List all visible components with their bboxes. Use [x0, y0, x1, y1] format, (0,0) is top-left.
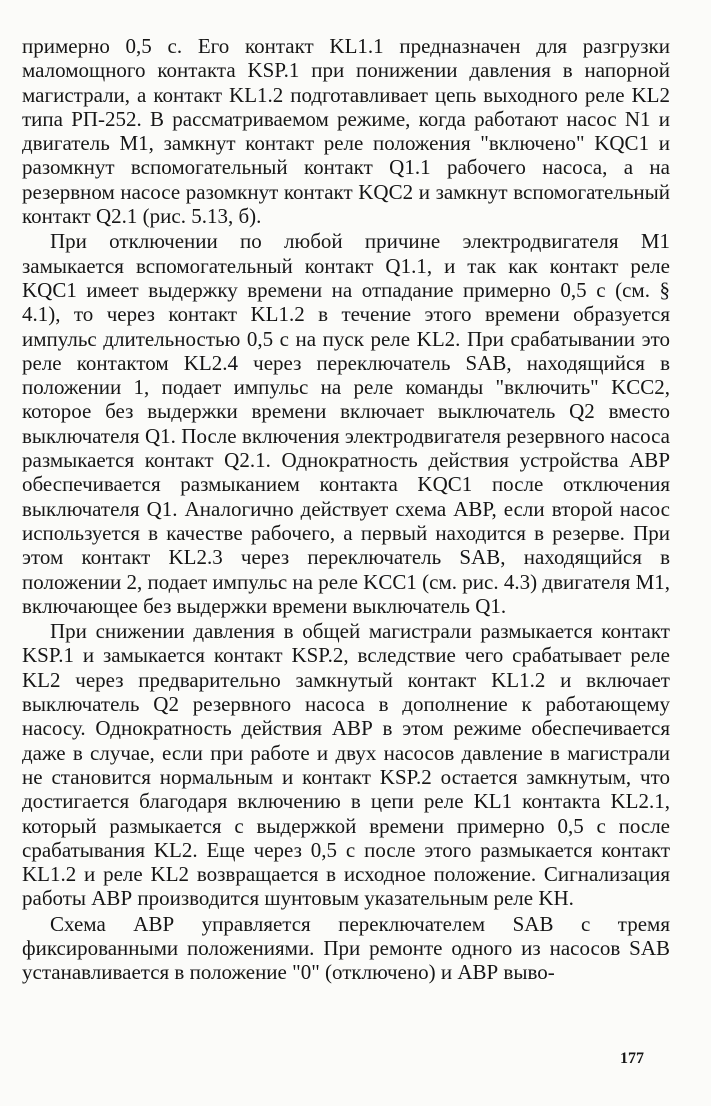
paragraph-4: Схема АВР управляется переключателем SAB с тремя фиксированными положениями. При ремонте одного из насосов SAB устанавливается в положение "0" (отключено) и АВР выво- [22, 911, 670, 985]
page-text [22, 34, 670, 985]
paragraph-2: При отключении по любой причине электродвигателя M1 замыкается вспомогательный контакт Q1.1, и так как контакт реле KQC1 имеет выдержку времени на отпадание примерно 0,5 с (см. § 4.1), то через контакт KL1.2 в течение этого времени образуется импульс длительностью 0,5 с на пуск реле KL2. При срабатывании это реле контактом KL2.4 через переключатель SAB, находящийся в положении 1, подает импульс на реле команды "включить" KCC2, которое без выдержки времени включает выключатель Q2 вместо выключателя Q1. После включения электродвигателя резервного насоса размыкается контакт Q2.1. Однократность действия устройства АВР обеспечивается размыканием контакта KQC1 после отключения выключателя Q1. Аналогично действует схема АВР, если второй насос используется в качестве рабочего, а первый находится в резерве. При этом контакт KL2.3 через переключатель SAB, находящийся в положении 2, подает импульс на реле KCC1 (см. рис. 4.3) двигателя M1, включающее без выдержки времени выключатель Q1. [22, 229, 670, 618]
paragraph-3: При снижении давления в общей магистрали размыкается контакт KSP.1 и замыкается контакт KSP.2, вследствие чего срабатывает реле KL2 через предварительно замкнутый контакт KL1.2 и включает выключатель Q2 резервного насоса в дополнение к работающему насосу. Однократность действия АВР в этом режиме обеспечивается даже в случае, если при работе и двух насосов давление в магистрали не становится нормальным и контакт KSP.2 остается замкнутым, что достигается благодаря включению в цепи реле KL1 контакта KL2.1, который размыкается с выдержкой времени примерно 0,5 с после срабатывания KL2. Еще через 0,5 с после этого размыкается контакт KL1.2 и реле KL2 возвращается в исходное положение. Сигнализация работы АВР производится шунтовым указательным реле KH. [22, 619, 670, 911]
page-number: 177 [620, 1050, 644, 1067]
paragraph-1: примерно 0,5 с. Его контакт KL1.1 предназначен для разгрузки маломощного контакта KSP.1 при понижении давления в напорной магистрали, а контакт KL1.2 подготавливает цепь выходного реле KL2 типа РП-252. В рассматриваемом режиме, когда работают насос N1 и двигатель M1, замкнут контакт реле положения "включено" KQC1 и разомкнут вспомогательный контакт Q1.1 рабочего насоса, а на резервном насосе разомкнут контакт KQC2 и замкнут вспомогательный контакт Q2.1 (рис. 5.13, б). [22, 34, 670, 229]
